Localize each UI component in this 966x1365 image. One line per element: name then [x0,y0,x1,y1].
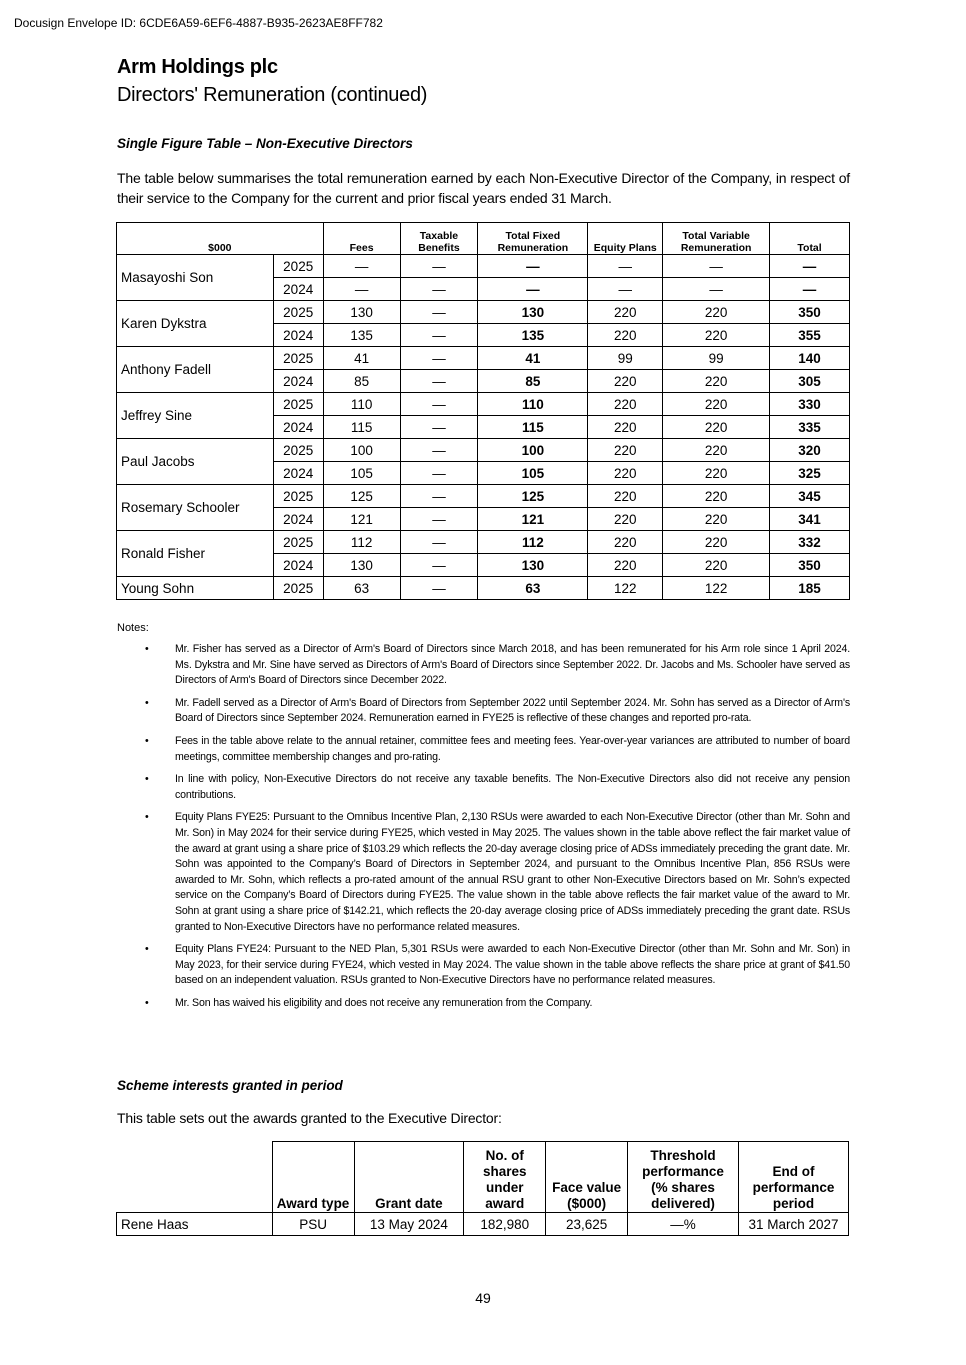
total-variable-cell: 220 [663,485,770,508]
taxable-benefits-cell: — [400,439,478,462]
year-cell: 2024 [273,554,323,577]
total-fixed-cell: 100 [478,439,588,462]
total-fixed-cell: 112 [478,531,588,554]
notes-list [140,642,850,1018]
award-cell: 23,625 [546,1213,628,1236]
year-cell: 2025 [273,531,323,554]
award-cell: 13 May 2024 [354,1213,464,1236]
note-text: Fees in the table above relate to the annual retainer, committee fees and meeting fees. Year-over-year variances are attributed to number of board meetings, committee membership changes and pro-rating. [175,734,850,763]
column-header: Taxable Benefits [400,223,478,255]
total-variable-cell: 220 [663,462,770,485]
taxable-benefits-cell: — [400,508,478,531]
ned-remuneration-table [116,222,850,600]
director-name: Jeffrey Sine [117,393,274,439]
award-cell: 182,980 [464,1213,546,1236]
equity-plans-cell: 220 [588,531,663,554]
year-cell: 2024 [273,370,323,393]
total-cell: 341 [770,508,850,531]
fees-cell: 112 [323,531,400,554]
total-cell: 185 [770,577,850,600]
director-name: Anthony Fadell [117,347,274,393]
year-cell: 2025 [273,485,323,508]
year-cell: 2025 [273,301,323,324]
table-row [117,577,850,600]
bullet-icon: • [145,643,149,655]
column-header: End of performance period [739,1142,849,1213]
total-variable-cell: 220 [663,393,770,416]
bullet-icon: • [145,696,149,709]
total-fixed-cell: 115 [478,416,588,439]
section-title-scheme: Scheme interests granted in period [117,1078,343,1093]
page-subtitle: Directors' Remuneration (continued) [117,84,428,106]
award-cell: Rene Haas [117,1213,273,1236]
fees-cell: 85 [323,370,400,393]
table-row [117,347,850,370]
equity-plans-cell: 220 [588,554,663,577]
column-header: Equity Plans [588,223,663,255]
total-cell: 350 [770,301,850,324]
note-item [140,942,850,989]
equity-plans-cell: 220 [588,485,663,508]
director-name: Masayoshi Son [117,255,274,301]
taxable-benefits-cell: — [400,531,478,554]
table-row [117,531,850,554]
director-name: Paul Jacobs [117,439,274,485]
bullet-icon: • [145,811,149,824]
year-cell: 2024 [273,508,323,531]
section-intro-ned: The table below summarises the total remuneration earned by each Non-Executive Director of the Company, in respect of their service to the Company for the current and prior fiscal years ended 31 March. [117,170,850,206]
fees-cell: 125 [323,485,400,508]
section-title-ned: Single Figure Table – Non-Executive Directors [117,136,413,151]
notes-label: Notes: [117,622,149,634]
total-cell: 140 [770,347,850,370]
taxable-benefits-cell: — [400,324,478,347]
year-cell: 2024 [273,462,323,485]
total-fixed-cell: 110 [478,393,588,416]
total-variable-cell: 220 [663,439,770,462]
company-title: Arm Holdings plc [117,56,278,78]
section-intro-scheme: This table sets out the awards granted to the Executive Director: [117,1110,502,1126]
total-variable-cell: 99 [663,347,770,370]
total-cell: 355 [770,324,850,347]
note-text: Mr. Son has waived his eligibility and does not receive any remuneration from the Company. [175,996,593,1009]
director-name: Ronald Fisher [117,531,274,577]
director-name: Young Sohn [117,577,274,600]
bullet-icon: • [145,734,149,747]
equity-plans-cell: — [588,278,663,301]
total-cell: 330 [770,393,850,416]
total-fixed-cell: 105 [478,462,588,485]
fees-cell: — [323,255,400,278]
total-cell: 350 [770,554,850,577]
total-cell: 345 [770,485,850,508]
note-item [140,772,850,803]
table-row [117,255,850,278]
equity-plans-cell: 220 [588,416,663,439]
equity-plans-cell: 220 [588,324,663,347]
taxable-benefits-cell: — [400,554,478,577]
equity-plans-cell: 220 [588,393,663,416]
note-text: Equity Plans FYE24: Pursuant to the NED Plan, 5,301 RSUs were awarded to each Non-Executive Director (other than Mr. Sohn and Mr. Son) in May 2023, for their service during FYE24, which vested in May 2024. The value shown in the table above reflects the share price at grant of $41.50 based on an independent valuation. RSUs granted to Non-Executive Directors have no performance related measures. [175,943,850,987]
total-variable-cell: 220 [663,508,770,531]
total-variable-cell: 122 [663,577,770,600]
director-name: Rosemary Schooler [117,485,274,531]
note-item [140,734,850,765]
note-text: Mr. Fadell served as a Director of Arm's Board of Directors from September 2022 until September 2024. Mr. Sohn has served as a Director of Arm's Board of Directors since September 2024. Remuneration earned in FYE25 is reflective of these changes and reported pro-rata. [175,696,850,725]
table-row [117,485,850,508]
taxable-benefits-cell: — [400,301,478,324]
taxable-benefits-cell: — [400,485,478,508]
total-variable-cell: — [663,278,770,301]
year-cell: 2025 [273,577,323,600]
fees-cell: 100 [323,439,400,462]
total-variable-cell: 220 [663,531,770,554]
year-cell: 2025 [273,255,323,278]
column-header: Total Fixed Remuneration [478,223,588,255]
column-header: Total Variable Remuneration [663,223,770,255]
equity-plans-cell: 220 [588,301,663,324]
year-cell: 2024 [273,416,323,439]
taxable-benefits-cell: — [400,416,478,439]
bullet-icon: • [145,773,149,786]
table-row [117,1213,849,1236]
fees-cell: 121 [323,508,400,531]
year-cell: 2024 [273,278,323,301]
award-cell: —% [628,1213,739,1236]
total-cell: — [770,278,850,301]
equity-plans-cell: 220 [588,439,663,462]
taxable-benefits-cell: — [400,462,478,485]
taxable-benefits-cell: — [400,393,478,416]
table-row [117,393,850,416]
year-cell: 2024 [273,324,323,347]
total-variable-cell: 220 [663,416,770,439]
taxable-benefits-cell: — [400,347,478,370]
year-cell: 2025 [273,347,323,370]
column-header: Face value ($000) [546,1142,628,1213]
total-fixed-cell: 63 [478,577,588,600]
total-cell: 305 [770,370,850,393]
total-cell: 332 [770,531,850,554]
total-cell: 335 [770,416,850,439]
fees-cell: 110 [323,393,400,416]
award-cell: PSU [272,1213,354,1236]
note-item [140,996,850,1012]
note-item [140,810,850,935]
total-variable-cell: 220 [663,370,770,393]
scheme-interests-table [116,1141,849,1236]
total-cell: 325 [770,462,850,485]
column-header [117,1142,273,1213]
taxable-benefits-cell: — [400,577,478,600]
total-fixed-cell: — [478,278,588,301]
total-fixed-cell: 121 [478,508,588,531]
award-cell: 31 March 2027 [739,1213,849,1236]
total-fixed-cell: 130 [478,301,588,324]
total-variable-cell: 220 [663,301,770,324]
year-cell: 2025 [273,393,323,416]
total-fixed-cell: 41 [478,347,588,370]
fees-cell: 130 [323,301,400,324]
director-name: Karen Dykstra [117,301,274,347]
taxable-benefits-cell: — [400,370,478,393]
fees-cell: 135 [323,324,400,347]
docusign-envelope-id: Docusign Envelope ID: 6CDE6A59-6EF6-4887-B935-2623AE8FF782 [14,16,383,30]
equity-plans-cell: 220 [588,508,663,531]
total-fixed-cell: — [478,255,588,278]
column-header: Threshold performance (% shares delivered) [628,1142,739,1213]
equity-plans-cell: 220 [588,370,663,393]
total-fixed-cell: 85 [478,370,588,393]
page-number: 49 [475,1290,491,1306]
taxable-benefits-cell: — [400,255,478,278]
total-fixed-cell: 130 [478,554,588,577]
total-fixed-cell: 125 [478,485,588,508]
total-variable-cell: 220 [663,554,770,577]
column-header: Award type [272,1142,354,1213]
fees-cell: 130 [323,554,400,577]
total-variable-cell: — [663,255,770,278]
column-header: Fees [323,223,400,255]
fees-cell: 105 [323,462,400,485]
fees-cell: — [323,278,400,301]
total-fixed-cell: 135 [478,324,588,347]
bullet-icon: • [145,996,149,1009]
column-header: No. of shares under award [464,1142,546,1213]
note-text: In line with policy, Non-Executive Directors do not receive any taxable benefits. The Non-Executive Directors also did not receive any pension contributions. [175,773,850,801]
equity-plans-cell: — [588,255,663,278]
fees-cell: 63 [323,577,400,600]
column-header: Grant date [354,1142,464,1213]
equity-plans-cell: 99 [588,347,663,370]
note-text: Equity Plans FYE25: Pursuant to the Omnibus Incentive Plan, 2,130 RSUs were awarded to each Non-Executive Director (other than Mr. Sohn and Mr. Son) in May 2024 for their service during FYE25, which vested in May 2025. The values shown in the table above reflect the fair market value of the award at grant using a share price of $103.29 which reflects the 20-day average closing price of ADSs immediately preceding the grant date. Mr. Sohn was appointed to the Company’s Board of Directors in September 2024, and pursuant to the Omnibus Incentive Plan, 856 RSUs were awarded to Mr. Sohn, which reflects a pro-rated amount of the annual RSU grant to other Non-Executive Directors based on Mr. Sohn’s expected service on the Company’s Board of Directors during FYE25. The value shown in the table above reflects the fair market value of the award to Mr. Sohn at grant using a share price of $142.21, which reflects the 20-day average closing price of ADSs immediately preceding the grant date. RSUs granted to Non-Executive Directors have no performance related measures. [175,811,850,933]
table-row [117,301,850,324]
total-cell: 320 [770,439,850,462]
note-item [140,642,850,689]
bullet-icon: • [145,943,149,956]
equity-plans-cell: 122 [588,577,663,600]
table-row [117,439,850,462]
fees-cell: 41 [323,347,400,370]
taxable-benefits-cell: — [400,278,478,301]
total-cell: — [770,255,850,278]
fees-cell: 115 [323,416,400,439]
note-item [140,696,850,727]
equity-plans-cell: 220 [588,462,663,485]
column-header: $000 [117,223,324,255]
note-text: Mr. Fisher has served as a Director of Arm's Board of Directors since March 2018, and has been remunerated for his Arm role since 1 April 2024. Ms. Dykstra and Mr. Sine have served as Directors of Arm's Board of Directors since September 2022. Dr. Jacobs and Ms. Schooler have served as Directors of Arm's Board of Directors since December 2022. [175,643,850,687]
column-header: Total [770,223,850,255]
total-variable-cell: 220 [663,324,770,347]
year-cell: 2025 [273,439,323,462]
